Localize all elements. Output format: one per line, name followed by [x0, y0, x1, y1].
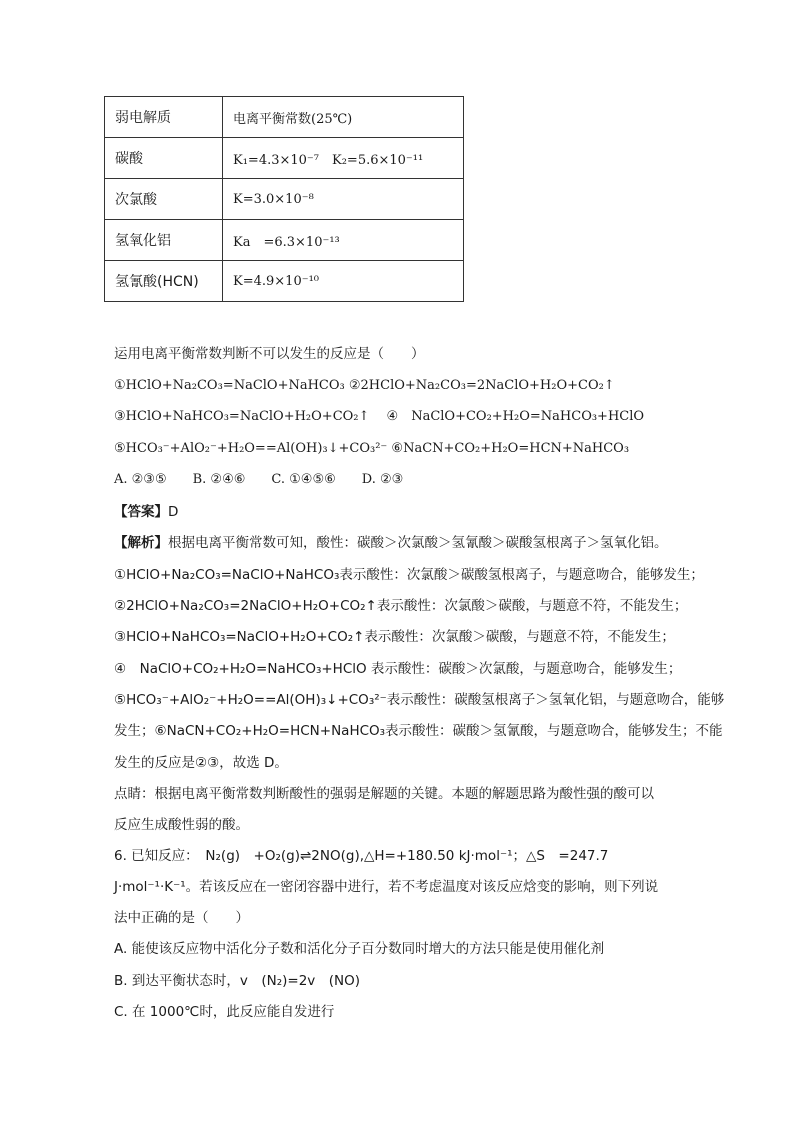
table-cell-constant: K=4.9×10⁻¹⁰: [223, 261, 464, 302]
analysis-line-1: [114, 534, 668, 552]
table-cell-constant: Ka =6.3×10⁻¹³: [223, 220, 464, 261]
question6-line-3: 法中正确的是（ ）: [114, 910, 249, 926]
analysis-label: 【解析】: [114, 535, 168, 551]
table-header-constant: 电离平衡常数(25℃): [223, 97, 464, 138]
table-cell-name: 氢氰酸(HCN): [105, 261, 223, 302]
reaction-line-1: ①HClO+Na₂CO₃=NaClO+NaHCO₃ ②2HClO+Na₂CO₃=2NaClO+H₂O+CO₂↑: [114, 378, 615, 393]
question6-option-c: C. 在 1000℃时，此反应能自发进行: [114, 1004, 335, 1020]
analysis-text: 根据电离平衡常数可知，酸性：碳酸＞次氯酸＞氢氰酸＞碳酸氢根离子＞氢氧化铝。: [168, 535, 668, 551]
table-cell-constant: K₁=4.3×10⁻⁷ K₂=5.6×10⁻¹¹: [223, 138, 464, 179]
table-header-electrolyte: 弱电解质: [105, 97, 223, 138]
question6-option-b: B. 到达平衡状态时，v (N₂)=2v (NO): [114, 973, 361, 989]
table-header-row: [105, 97, 464, 138]
answer-label: 【答案】: [114, 504, 168, 520]
table-cell-name: 氢氧化铝: [105, 220, 223, 261]
note-line-2: 反应生成酸性弱的酸。: [114, 817, 249, 833]
table-cell-name: 次氯酸: [105, 179, 223, 220]
table-row: [105, 261, 464, 302]
analysis-line-6: ⑤HCO₃⁻+AlO₂⁻+H₂O==Al(OH)₃↓+CO₃²⁻表示酸性：碳酸氢根离子＞氢氧化铝，与题意吻合，能够: [114, 692, 725, 708]
question6-line-1: 6. 已知反应： N₂(g) +O₂(g)⇌2NO(g),△H=+180.50 kJ·mol⁻¹；△S =247.7: [114, 848, 609, 864]
table-row: [105, 138, 464, 179]
analysis-line-5: ④ NaClO+CO₂+H₂O=NaHCO₃+HClO 表示酸性：碳酸＞次氯酸，与题意吻合，能够发生；: [114, 661, 682, 677]
analysis-line-2: ①HClO+Na₂CO₃=NaClO+NaHCO₃表示酸性：次氯酸＞碳酸氢根离子，与题意吻合，能够发生；: [114, 567, 704, 583]
answer-line: [114, 503, 178, 521]
note-line-1: 点睛：根据电离平衡常数判断酸性的强弱是解题的关键。本题的解题思路为酸性强的酸可以: [114, 786, 654, 802]
reaction-line-2: ③HClO+NaHCO₃=NaClO+H₂O+CO₂↑ ④ NaClO+CO₂+H₂O=NaHCO₃+HClO: [114, 409, 645, 424]
analysis-line-3: ②2HClO+Na₂CO₃=2NaClO+H₂O+CO₂↑表示酸性：次氯酸＞碳酸，与题意不符，不能发生；: [114, 598, 688, 614]
question6-line-2: J·mol⁻¹·K⁻¹。若该反应在一密闭容器中进行，若不考虑温度对该反应焓变的影响，则下列说: [114, 879, 659, 895]
question6-option-a: A. 能使该反应物中活化分子数和活化分子百分数同时增大的方法只能是使用催化剂: [114, 941, 605, 957]
table-row: [105, 220, 464, 261]
analysis-line-4: ③HClO+NaHCO₃=NaClO+H₂O+CO₂↑表示酸性：次氯酸＞碳酸，与题意不符，不能发生；: [114, 629, 675, 645]
question-stem: 运用电离平衡常数判断不可以发生的反应是（ ）: [114, 346, 425, 362]
table-cell-name: 碳酸: [105, 138, 223, 179]
ionization-constant-table: [104, 96, 464, 302]
analysis-line-8: 发生的反应是②③，故选 D。: [114, 755, 288, 771]
reaction-line-3: ⑤HCO₃⁻+AlO₂⁻+H₂O==Al(OH)₃↓+CO₃²⁻ ⑥NaCN+CO₂+H₂O=HCN+NaHCO₃: [114, 441, 630, 456]
analysis-line-7: 发生；⑥NaCN+CO₂+H₂O=HCN+NaHCO₃表示酸性：碳酸＞氢氰酸，与题意吻合，能够发生；不能: [114, 723, 723, 739]
table-row: [105, 179, 464, 220]
table-cell-constant: K=3.0×10⁻⁸: [223, 179, 464, 220]
answer-options: A. ②③⑤ B. ②④⑥ C. ①④⑤⑥ D. ②③: [114, 472, 404, 487]
answer-value: D: [168, 504, 179, 520]
